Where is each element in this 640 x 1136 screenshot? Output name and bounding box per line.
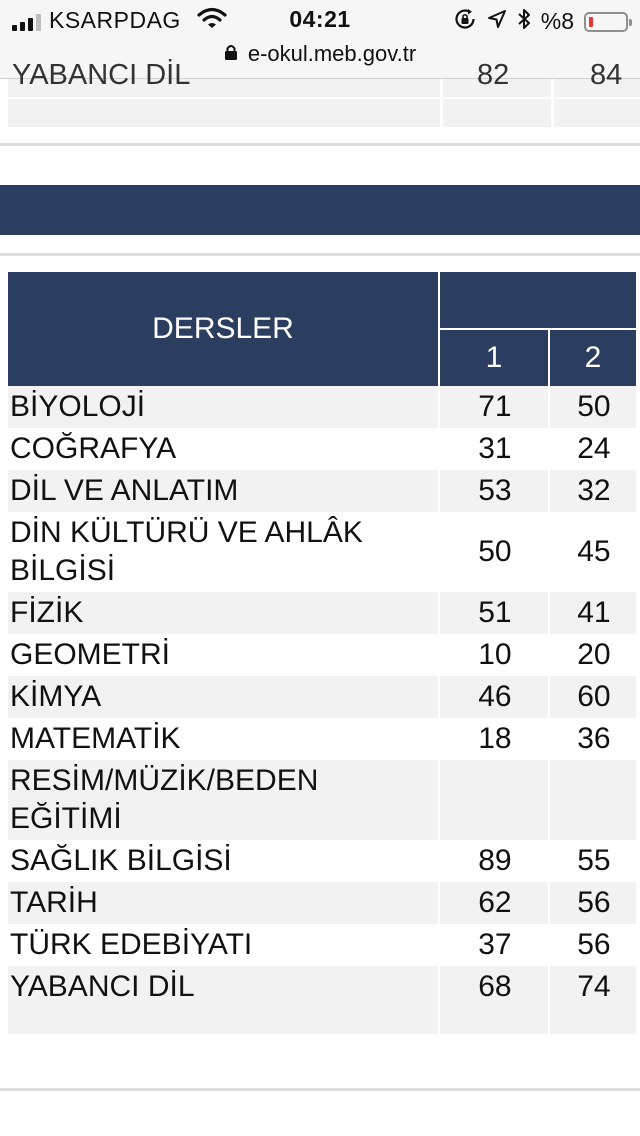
score-cell: 68 [440, 966, 548, 1008]
location-arrow-icon [487, 9, 507, 34]
orientation-lock-icon [453, 7, 477, 36]
battery-percent: %8 [540, 8, 574, 34]
lesson-name: YABANCI DİL [8, 966, 438, 1008]
score-cell: 74 [550, 966, 636, 1008]
score-cell [440, 760, 548, 840]
table-empty-row [8, 1008, 636, 1034]
score-cell: 20 [550, 634, 636, 676]
lesson-name: TÜRK EDEBİYATI [8, 924, 438, 966]
score-cell: 55 [550, 840, 636, 882]
table-row [8, 386, 636, 428]
table-row [8, 760, 636, 840]
section-divider [0, 253, 640, 256]
table-row [8, 882, 636, 924]
score-cell: 10 [440, 634, 548, 676]
table-row [8, 512, 636, 592]
bluetooth-icon [517, 8, 531, 35]
section-divider [0, 143, 640, 146]
score-cell: 56 [550, 882, 636, 924]
score-cell: 84 [590, 59, 623, 91]
lesson-name: TARİH [8, 882, 438, 924]
score-cell: 32 [550, 470, 636, 512]
score-cell: 46 [440, 676, 548, 718]
lessons-column-header: DERSLER [8, 272, 438, 386]
score-cell: 56 [550, 924, 636, 966]
table-row [8, 718, 636, 760]
score-cell: 50 [440, 512, 548, 592]
score-cell: 89 [440, 840, 548, 882]
score-cell: 31 [440, 428, 548, 470]
clock: 04:21 [289, 6, 351, 32]
score-cell: 82 [477, 59, 510, 91]
score-cell: 51 [440, 592, 548, 634]
table-row [8, 470, 636, 512]
grades-table [6, 272, 638, 1034]
exam-2-column-header: 2 [550, 328, 636, 386]
exam-1-column-header: 1 [440, 328, 548, 386]
table-row [8, 592, 636, 634]
url-text[interactable]: e-okul.meb.gov.tr [247, 41, 417, 66]
lesson-name: SAĞLIK BİLGİSİ [8, 840, 438, 882]
score-cell: 62 [440, 882, 548, 924]
lesson-name: GEOMETRİ [8, 634, 438, 676]
score-cell: 71 [440, 386, 548, 428]
table-row [8, 676, 636, 718]
lesson-name: BİYOLOJİ [8, 386, 438, 428]
score-cell: 24 [550, 428, 636, 470]
lesson-name: RESİM/MÜZİK/BEDEN EĞİTİMİ [8, 760, 438, 840]
score-cell: 53 [440, 470, 548, 512]
score-cell: 50 [550, 386, 636, 428]
lesson-name: COĞRAFYA [8, 428, 438, 470]
lesson-name: DİL VE ANLATIM [8, 470, 438, 512]
previous-table-empty-row [8, 99, 640, 127]
section-header-bar [0, 185, 640, 235]
table-row [8, 966, 636, 1008]
table-row [8, 428, 636, 470]
lock-icon [224, 43, 238, 66]
exam-group-header [440, 272, 636, 328]
lesson-name: FİZİK [8, 592, 438, 634]
lesson-name: YABANCI DİL [12, 59, 191, 91]
score-cell [550, 760, 636, 840]
lesson-name: KİMYA [8, 676, 438, 718]
score-cell: 36 [550, 718, 636, 760]
table-row [8, 924, 636, 966]
score-cell: 60 [550, 676, 636, 718]
score-cell: 18 [440, 718, 548, 760]
lesson-name: MATEMATİK [8, 718, 438, 760]
score-cell: 45 [550, 512, 636, 592]
section-divider [0, 1088, 640, 1091]
lesson-name: DİN KÜLTÜRÜ VE AHLÂK BİLGİSİ [8, 512, 438, 592]
score-cell: 37 [440, 924, 548, 966]
score-cell: 41 [550, 592, 636, 634]
battery-icon [584, 12, 628, 32]
carrier-name: KSARPDAG [49, 7, 181, 33]
table-row [8, 634, 636, 676]
previous-table-partial-row [8, 59, 640, 97]
table-row [8, 840, 636, 882]
status-bar [0, 0, 640, 40]
